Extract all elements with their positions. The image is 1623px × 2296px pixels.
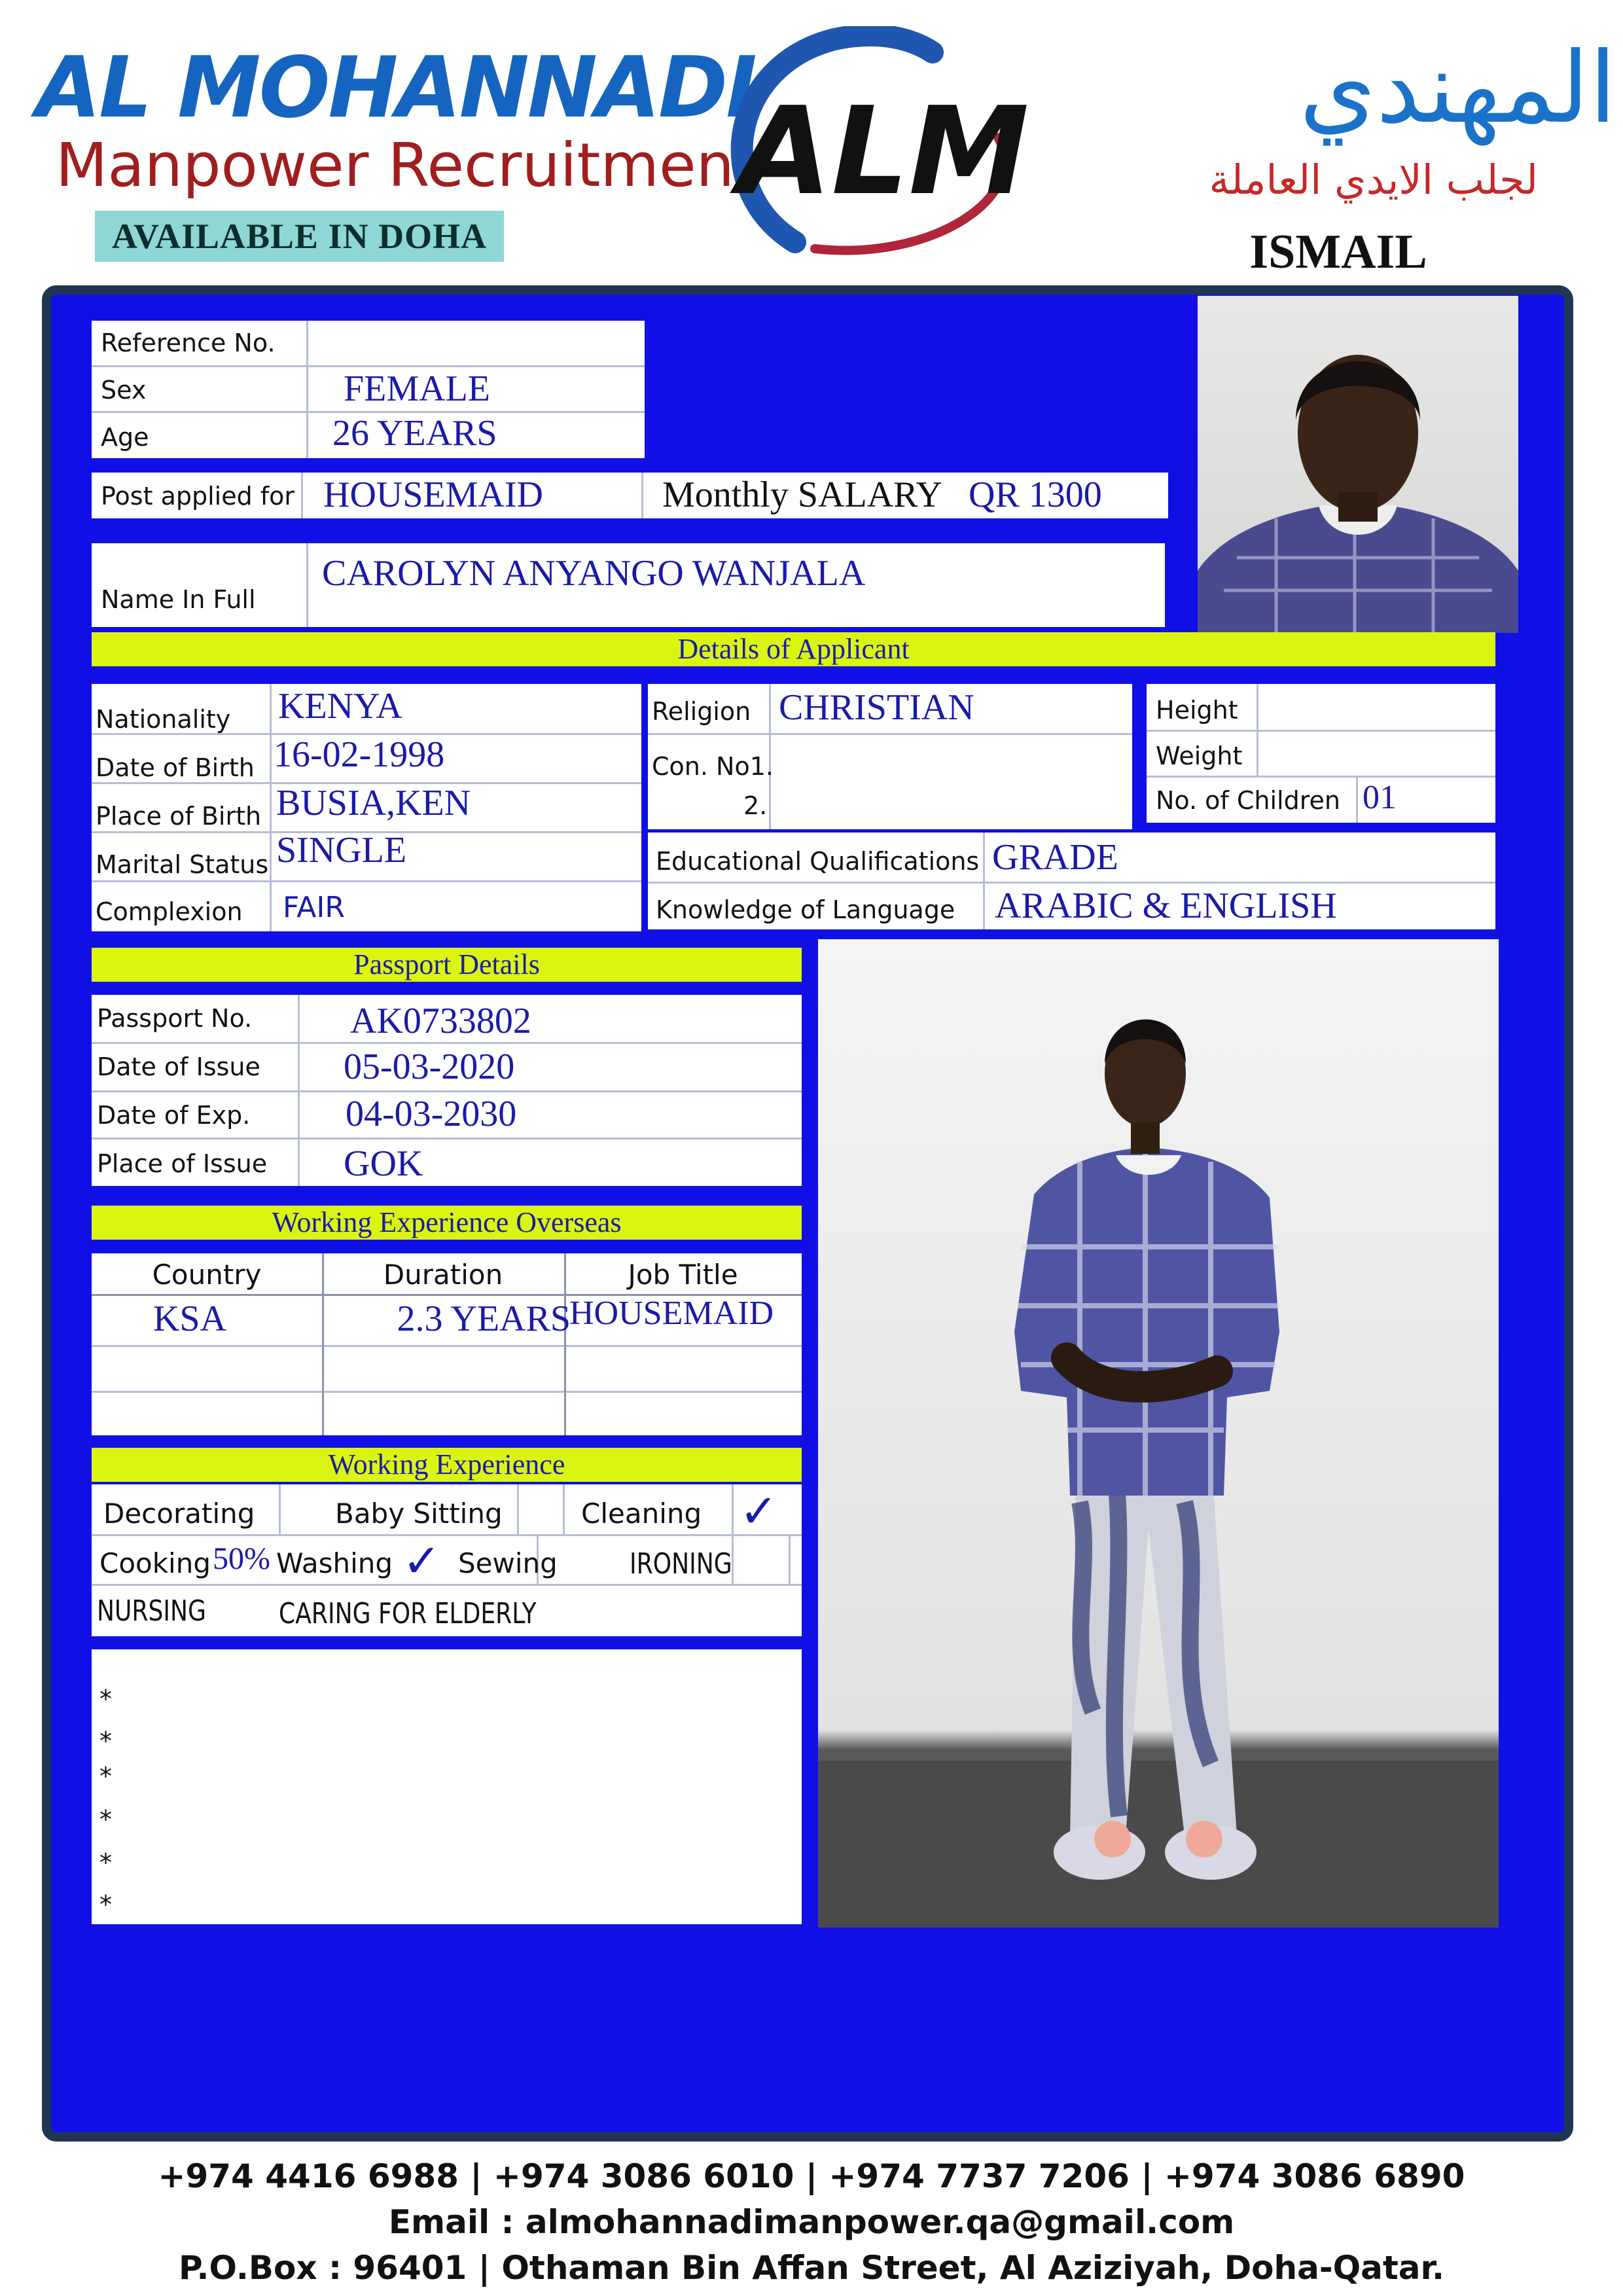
post-value: HOUSEMAID (323, 475, 543, 515)
education-value: GRADE (992, 837, 1118, 878)
contact2-label: 2. (743, 791, 768, 820)
availability-badge: AVAILABLE IN DOHA (95, 211, 504, 262)
language-value: ARABIC & ENGLISH (995, 886, 1337, 926)
company-logo-arabic (1067, 26, 1616, 203)
complexion-value: FAIR (283, 891, 345, 924)
sex-label: Sex (101, 376, 147, 404)
issue-place-value: GOK (344, 1143, 423, 1184)
logo-subtitle: Manpower Recruitment (56, 130, 758, 200)
note-bullet: * (99, 1762, 112, 1791)
age-value: 26 YEARS (332, 413, 497, 454)
passport-no-value: AK0733802 (350, 1001, 531, 1041)
skill-ironing: IRONING (630, 1547, 732, 1581)
table-row-jobtitle: HOUSEMAID (569, 1295, 774, 1332)
alm-logo-mark (717, 26, 1057, 262)
note-bullet: * (99, 1890, 112, 1919)
overseas-table (92, 1253, 802, 1435)
salary-label: Monthly SALARY (662, 475, 942, 515)
post-label: Post applied for (101, 482, 295, 511)
overseas-heading: Working Experience Overseas (92, 1206, 802, 1240)
col-jobtitle-header: Job Title (628, 1259, 738, 1291)
company-logo-english (36, 39, 758, 203)
language-label: Knowledge of Language (656, 895, 955, 924)
nationality-value: KENYA (278, 686, 402, 726)
experience-box (92, 1484, 802, 1636)
age-label: Age (101, 423, 149, 452)
notes-box (92, 1649, 802, 1924)
issue-place-label: Place of Issue (97, 1149, 268, 1178)
name-label: Name In Full (101, 585, 256, 614)
name-box (92, 543, 1165, 627)
expiry-date-label: Date of Exp. (97, 1101, 251, 1130)
note-bullet: * (99, 1727, 112, 1755)
dob-label: Date of Birth (96, 753, 255, 782)
footer-phones: +974 4416 6988 | +974 3086 6010 | +974 7737 7206 | +974 3086 6890 (158, 2157, 1465, 2195)
weight-label: Weight (1156, 742, 1243, 770)
details-heading: Details of Applicant (92, 632, 1495, 666)
children-label: No. of Children (1156, 786, 1340, 815)
agent-name: ISMAIL (1249, 225, 1427, 279)
nationality-label: Nationality (96, 705, 231, 734)
footer-address: P.O.Box : 96401 | Othaman Bin Affan Street, Al Aziziyah, Doha-Qatar. (179, 2249, 1444, 2287)
salary-value: QR 1300 (969, 475, 1102, 515)
pob-label: Place of Birth (96, 802, 262, 831)
dob-value: 16-02-1998 (274, 734, 445, 775)
table-row-country: KSA (152, 1299, 227, 1339)
applicant-head-photo (1198, 296, 1518, 633)
applicant-full-photo (818, 939, 1499, 1928)
skill-cleaning: Cleaning (581, 1498, 702, 1530)
physical-box (1147, 684, 1495, 823)
logo-title: AL MOHANNADI (36, 39, 755, 137)
col-duration-header: Duration (383, 1259, 503, 1291)
post-box (92, 473, 1168, 518)
name-value: CAROLYN ANYANGO WANJALA (322, 553, 866, 594)
logo-arabic-subtitle: لجلب الايدي العاملة (1209, 156, 1538, 204)
personal-details-box (92, 684, 641, 931)
logo-mark-text: ALM (738, 81, 1029, 222)
skill-cooking: Cooking (99, 1547, 211, 1579)
skill-sewing: Sewing (458, 1547, 558, 1579)
footer-email: Email : almohannadimanpower.qa@gmail.com (388, 2203, 1235, 2241)
basic-info-box (92, 321, 645, 458)
skill-washing: Washing (276, 1547, 393, 1579)
height-label: Height (1156, 696, 1238, 725)
expiry-date-value: 04-03-2030 (346, 1094, 517, 1134)
note-bullet: * (99, 1805, 112, 1834)
complexion-label: Complexion (96, 897, 243, 926)
col-country-header: Country (152, 1259, 262, 1291)
pob-value: BUSIA,KEN (276, 783, 471, 823)
contact1-label: Con. No1. (652, 752, 774, 781)
marital-value: SINGLE (276, 830, 407, 870)
passport-box (92, 995, 802, 1186)
education-box (648, 833, 1495, 929)
skill-decorating: Decorating (103, 1498, 255, 1530)
issue-date-value: 05-03-2020 (344, 1047, 515, 1087)
marital-label: Marital Status (96, 850, 269, 879)
skill-nursing: NURSING (97, 1594, 206, 1628)
logo-arabic-title: المهندي (1299, 31, 1616, 145)
note-bullet: * (99, 1685, 112, 1713)
experience-heading: Working Experience (92, 1448, 802, 1482)
note-bullet: * (99, 1848, 112, 1877)
religion-value: CHRISTIAN (779, 687, 974, 728)
table-row-duration: 2.3 YEARS (397, 1299, 571, 1339)
children-value: 01 (1363, 779, 1397, 816)
washing-check-icon: ✓ (402, 1534, 441, 1588)
passport-no-label: Passport No. (97, 1004, 253, 1033)
religion-box (648, 684, 1132, 829)
sex-value: FEMALE (344, 368, 490, 409)
education-label: Educational Qualifications (656, 847, 980, 876)
religion-label: Religion (652, 697, 751, 726)
skill-baby-sitting: Baby Sitting (335, 1498, 503, 1530)
issue-date-label: Date of Issue (97, 1052, 260, 1081)
cooking-value: 50% (213, 1541, 270, 1576)
reference-label: Reference No. (101, 329, 276, 357)
skill-elderly-care: CARING FOR ELDERLY (279, 1597, 537, 1630)
cleaning-check-icon: ✓ (740, 1484, 778, 1538)
passport-heading: Passport Details (92, 948, 802, 982)
